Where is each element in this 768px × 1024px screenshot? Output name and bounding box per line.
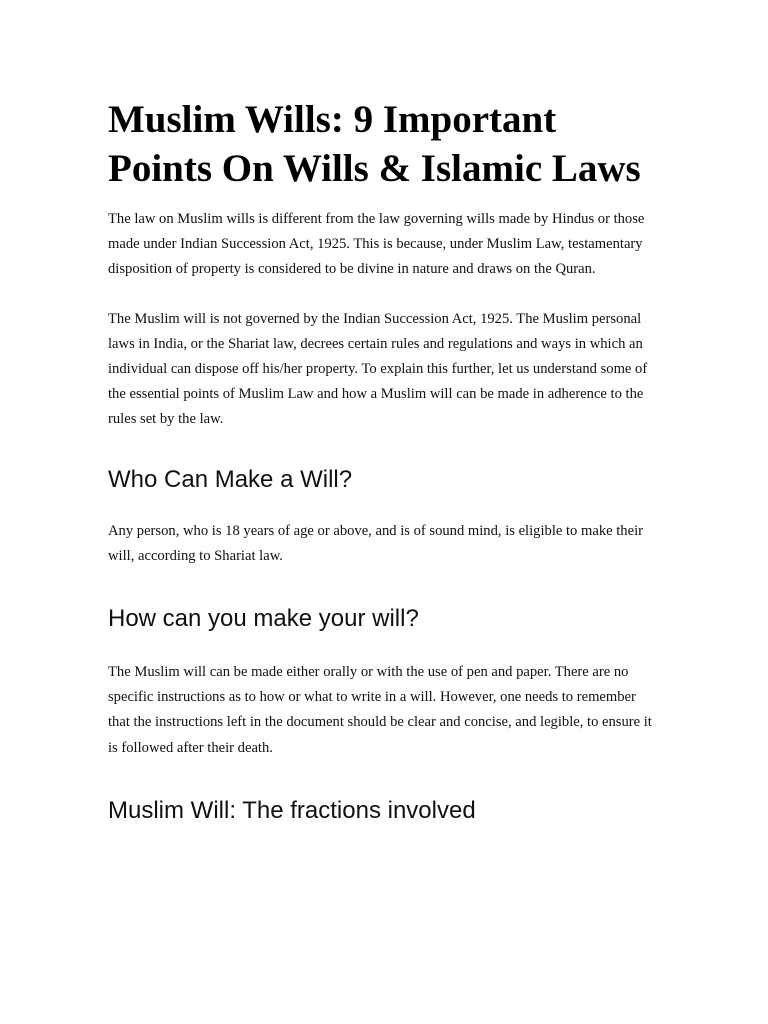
document-page [108,95,660,826]
intro-paragraph-2: The Muslim will is not governed by the Indian Succession Act, 1925. The Muslim personal laws in India, or the Shariat law, decrees certain rules and regulations and ways in which an individual can dispose off his/her property. To explain this further, let us understand some of the essential points of Muslim Law and how a Muslim will can be made in adherence to the rules set by the law. [108,310,648,428]
section-heading-who-can-make-will: Who Can Make a Will? [108,465,353,493]
section-heading-how-to-make-will: How can you make your will? [108,605,419,633]
section-body-who-can-make-will: Any person, who is 18 years of age or above, and is of sound mind, is eligible to make their will, according to Shariat law. [108,522,643,564]
page-title: Muslim Wills: 9 Important Points On Wills & Islamic Laws [108,98,641,190]
intro-paragraph-1: The law on Muslim wills is different from the law governing wills made by Hindus or those made under Indian Succession Act, 1925. This is because, under Muslim Law, testamentary disposition of property is considered to be divine in nature and draws on the Quran. [108,211,645,278]
section-body-how-to-make-will: The Muslim will can be made either orally or with the use of pen and paper. There are no specific instructions as to how or what to write in a will. However, one needs to remember that the instructions left in the document should be clear and concise, and legible, to ensure it is followed after their death. [108,664,652,756]
section-heading-fractions-involved: Muslim Will: The fractions involved [108,796,476,824]
